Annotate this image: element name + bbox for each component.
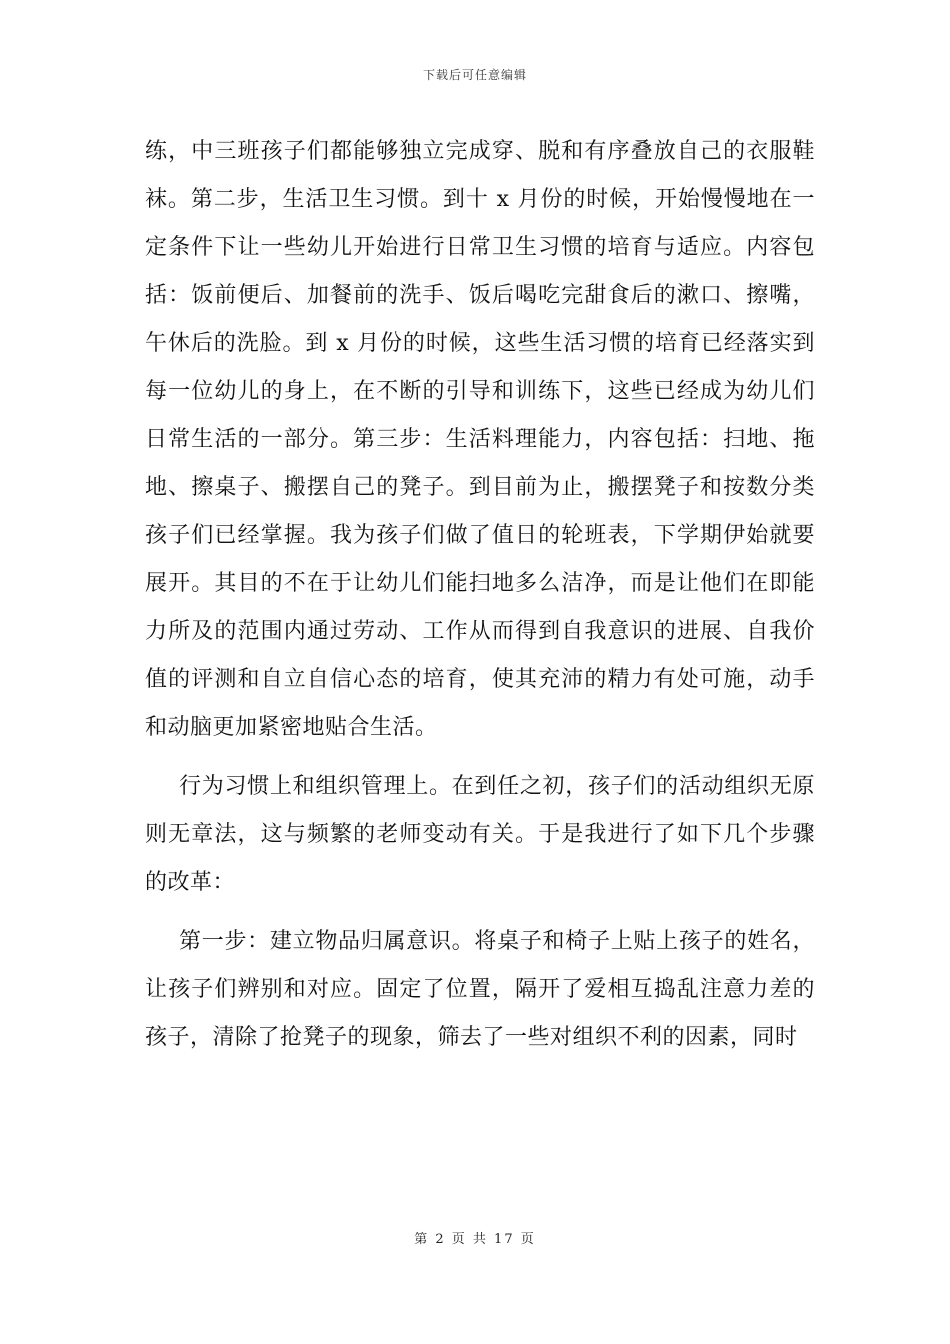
paragraph-1: 练，中三班孩子们都能够独立完成穿、脱和有序叠放自己的衣服鞋袜。第二步，生活卫生习惯。到十 x 月份的时候，开始慢慢地在一定条件下让一些幼儿开始进行日常卫生习惯的培育与适应。内容包括：饭前便后、加餐前的洗手、饭后喝吃完甜食后的漱口、擦嘴，午休后的洗脸。到 x 月份的时候，这些生活习惯的培育已经落实到每一位幼儿的身上，在不断的引导和训练下，这些已经成为幼儿们日常生活的一部分。第三步：生活料理能力，内容包括：扫地、拖地、擦桌子、搬摆自己的凳子。到目前为止，搬摆凳子和按数分类孩子们已经掌握。我为孩子们做了值日的轮班表，下学期伊始就要展开。其目的不在于让幼儿们能扫地多么洁净，而是让他们在即能力所及的范围内通过劳动、工作从而得到自我意识的进展、自我价值的评测和自立自信心态的培育，使其充沛的精力有处可施，动手和动脑更加紧密地贴合生活。	[145, 139, 815, 740]
page-header: 下载后可任意编辑	[422, 68, 527, 82]
paragraph-3: 第一步：建立物品归属意识。将桌子和椅子上贴上孩子的姓名，让孩子们辨别和对应。固定了位置，隔开了爱相互捣乱注意力差的孩子，清除了抢凳子的现象，筛去了一些对组织不利的因素，同时	[145, 929, 815, 1050]
page-footer: 第 2 页 共 17 页	[414, 1232, 536, 1247]
paragraph-2: 行为习惯上和组织管理上。在到任之初，孩子们的活动组织无原则无章法，这与频繁的老师变动有关。于是我进行了如下几个步骤的改革：	[145, 774, 815, 895]
document-body	[145, 128, 815, 1062]
